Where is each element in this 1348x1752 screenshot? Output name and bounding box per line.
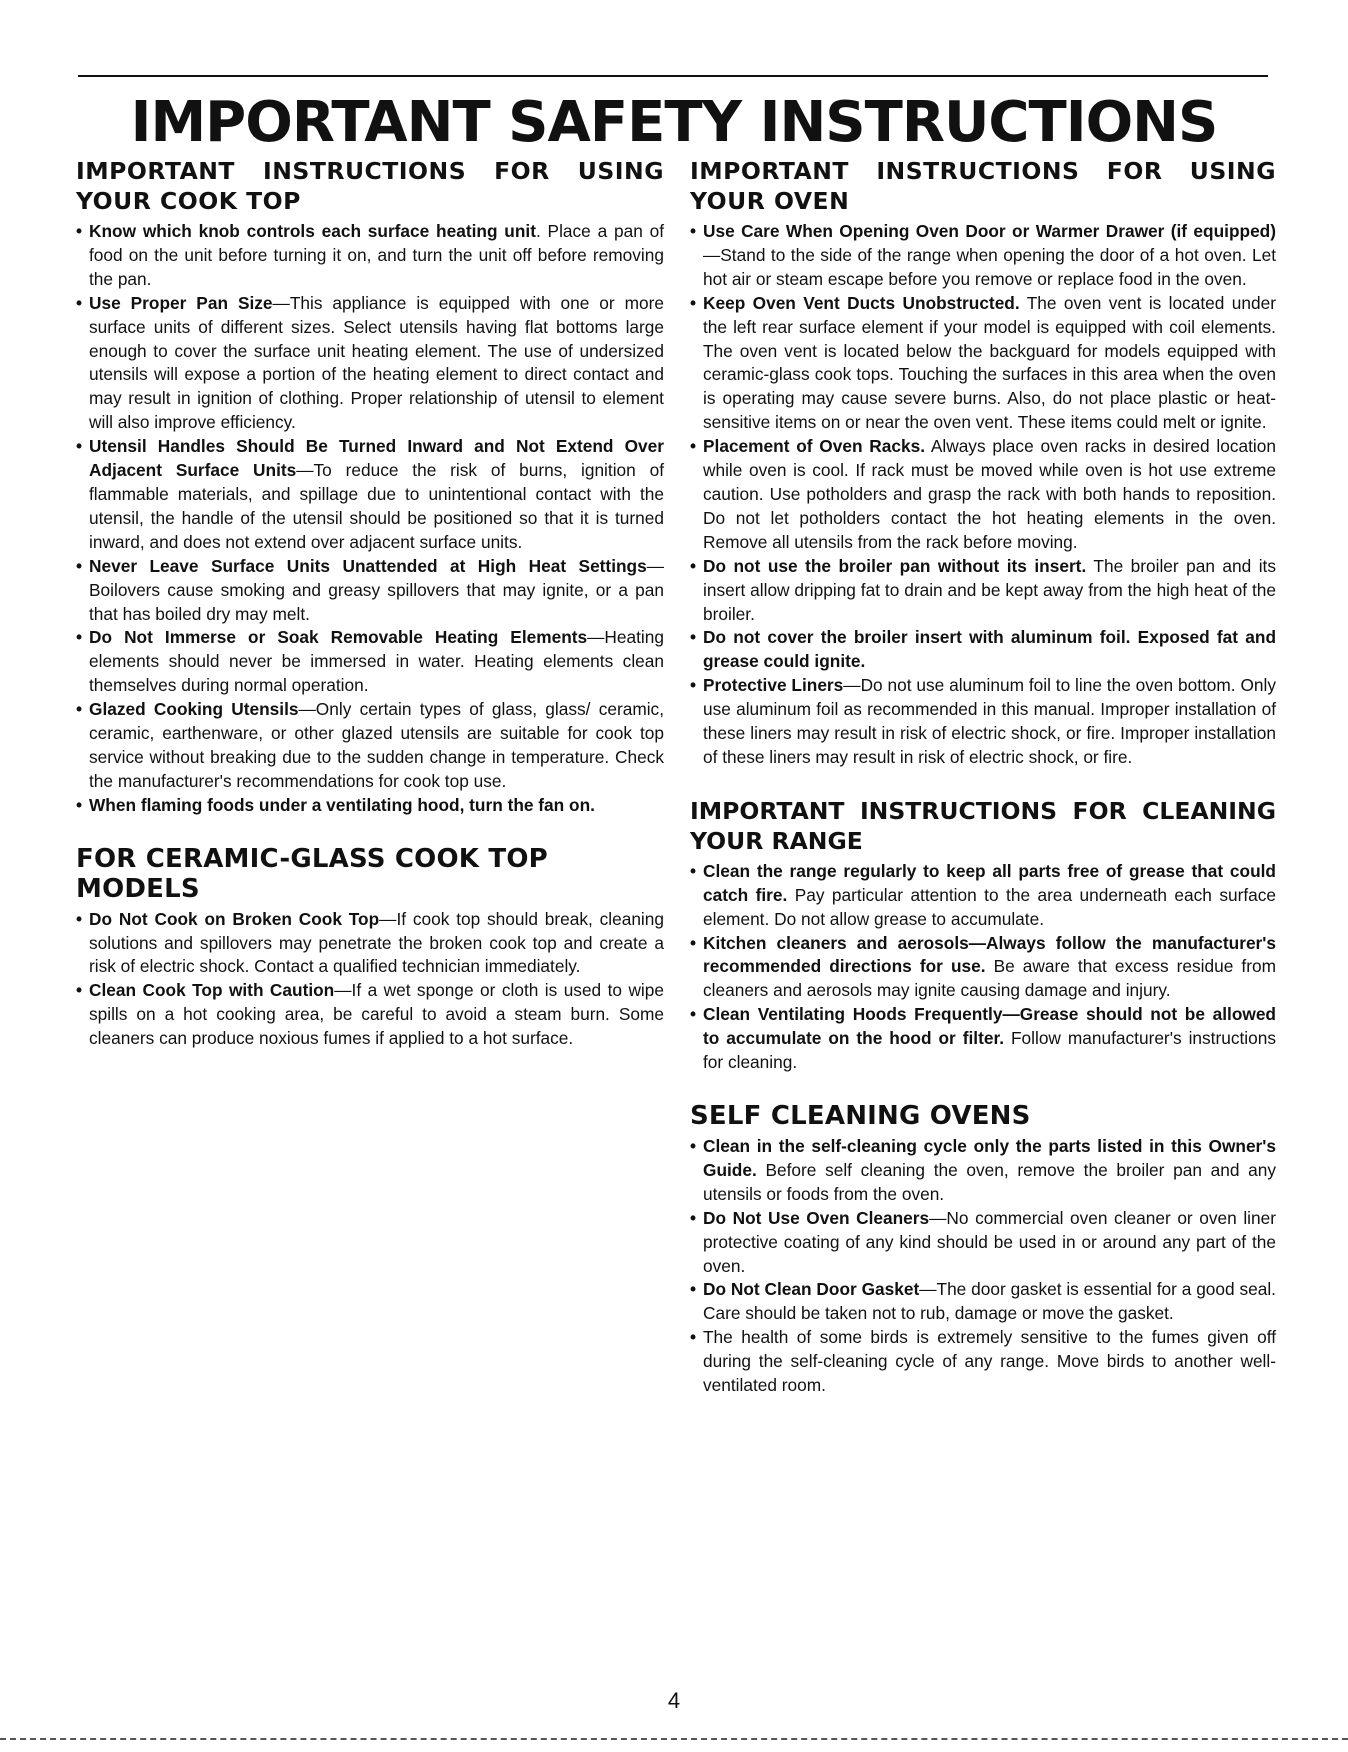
- item-body: —Stand to the side of the range when opening the door of a hot oven. Let hot air or steam escape before you remove or replace food in the oven.: [703, 244, 1276, 289]
- list-item: [690, 1135, 1276, 1207]
- list-item: [690, 1003, 1276, 1075]
- item-body: —If cook top should break, cleaning solutions and spillovers may penetrate the broken cook top and create a risk of electric shock. Contact a qualified technician immediately.: [89, 908, 664, 977]
- item-lead: Clean the range regularly to keep all parts free of grease that could catch fire.: [703, 860, 1276, 905]
- bottom-rule: [0, 1738, 1348, 1740]
- self-cleaning-list: [690, 1135, 1276, 1398]
- item-body: —Heating elements should never be immersed in water. Heating elements clean themselves during normal operation.: [89, 627, 664, 696]
- item-body: Pay particular attention to the area underneath each surface element. Do not allow grease to accumulate.: [703, 884, 1276, 929]
- item-body: —The door gasket is essential for a good seal. Care should be taken not to rub, damage or move the gasket.: [703, 1279, 1276, 1324]
- item-body: Follow manufacturer's instructions for cleaning.: [703, 1028, 1276, 1073]
- list-item: [76, 292, 664, 435]
- oven-list: [690, 220, 1276, 770]
- item-lead: Know which knob controls each surface heating unit: [89, 221, 536, 241]
- left-column: [76, 156, 664, 1051]
- cooktop-section-title: IMPORTANT INSTRUCTIONS FOR USING YOUR COOK TOP: [76, 157, 664, 215]
- list-item: [76, 794, 664, 818]
- list-item: [690, 1278, 1276, 1326]
- list-item: [690, 674, 1276, 770]
- list-item: [76, 435, 664, 555]
- ceramic-section-title-text: FOR CERAMIC-GLASS COOK TOP MODELS: [76, 843, 548, 904]
- list-item: [76, 979, 664, 1051]
- top-rule: [78, 75, 1268, 77]
- list-item: [690, 626, 1276, 674]
- ceramic-list: [76, 908, 664, 1051]
- list-item: [76, 908, 664, 980]
- item-body: The broiler pan and its insert allow dripping fat to drain and be kept away from the high heat of the broiler.: [703, 555, 1276, 624]
- list-item: [690, 1326, 1276, 1398]
- list-item: [690, 435, 1276, 555]
- item-lead: When flaming foods under a ventilating hood, turn the fan on.: [89, 794, 595, 815]
- cooktop-list: [76, 220, 664, 818]
- ceramic-section-title: [76, 844, 664, 904]
- item-lead: Clean Ventilating Hoods Frequently—Grease should not be allowed to accumulate on the hood or filter.: [703, 1004, 1276, 1049]
- list-item: [690, 932, 1276, 1004]
- item-lead: Glazed Cooking Utensils: [89, 699, 299, 720]
- item-body: The oven vent is located under the left rear surface element if your model is equipped with coil elements. The oven vent is located below the backguard for models equipped with ceramic-glass cook tops. Touching the surfaces in this area when the oven is operating may cause severe burns. Also, do not place plastic or heat-sensitive items on or near the oven vent. These items could melt or ignite.: [703, 292, 1276, 433]
- list-item: [76, 698, 664, 794]
- page-number: 4: [667, 1688, 681, 1713]
- item-body: —To reduce the risk of burns, ignition of flammable materials, and spillage due to unintentional contact with the utensil, the handle of the utensil should be positioned so that it is turned inward, and does not extend over adjacent surface units.: [89, 460, 665, 552]
- self-cleaning-section: [690, 1101, 1276, 1398]
- list-item: [690, 860, 1276, 932]
- list-item: [76, 555, 664, 627]
- item-body: —Only certain types of glass, glass/ ceramic, ceramic, earthenware, or other glazed utensils are suitable for cook top service without breaking due to the sudden change in temperature. Check the manufacturer's recommendations for cook top use.: [89, 699, 665, 791]
- cleaning-list: [690, 860, 1276, 1075]
- oven-section: [690, 156, 1276, 770]
- item-lead: Do Not Cook on Broken Cook Top: [89, 908, 380, 929]
- cooktop-section: [76, 156, 664, 818]
- item-lead: Use Proper Pan Size: [89, 292, 273, 313]
- item-lead: Clean Cook Top with Caution: [89, 980, 335, 1001]
- item-lead: Do not use the broiler pan without its insert.: [703, 555, 1087, 576]
- item-lead: Clean in the self-cleaning cycle only the parts listed in this Owner's Guide.: [703, 1136, 1276, 1180]
- item-lead: Protective Liners: [703, 675, 844, 696]
- item-lead: Do Not Use Oven Cleaners: [703, 1207, 930, 1228]
- self-cleaning-section-title-text: SELF CLEANING OVENS: [690, 1101, 1031, 1131]
- item-lead: Kitchen cleaners and aerosols—Always follow the manufacturer's recommended directions for use.: [703, 932, 1276, 977]
- item-body: Be aware that excess residue from cleaners and aerosols may ignite causing damage and injury.: [703, 956, 1276, 1001]
- item-body: . Place a pan of food on the unit before turning it on, and turn the unit off before removing the pan.: [89, 221, 665, 289]
- item-lead: Do Not Clean Door Gasket: [703, 1279, 920, 1300]
- list-item: [76, 626, 664, 698]
- item-body: —Boilovers cause smoking and greasy spillovers that may ignite, or a pan that has boiled dry may melt.: [89, 555, 664, 624]
- item-lead: Do not cover the broiler insert with aluminum foil. Exposed fat and grease could ignite.: [703, 627, 1276, 672]
- list-item: [690, 220, 1276, 292]
- item-body: Always place oven racks in desired location while oven is cool. If rack must be moved while oven is hot use extreme caution. Use potholders and grasp the rack with both hands to reposition. Do not let potholders contact the hot heating elements in the oven. Remove all utensils from the rack before moving.: [703, 436, 1276, 552]
- item-lead: Keep Oven Vent Ducts Unobstructed.: [703, 292, 1020, 313]
- list-item: [690, 292, 1276, 435]
- list-item: [690, 1207, 1276, 1279]
- item-body: The health of some birds is extremely sensitive to the fumes given off during the self-cleaning cycle of any range. Move birds to another well-ventilated room.: [703, 1327, 1276, 1396]
- item-body: Before self cleaning the oven, remove the broiler pan and any utensils or foods from the oven.: [703, 1159, 1276, 1204]
- item-lead: Use Care When Opening Oven Door or Warmer Drawer (if equipped): [703, 221, 1276, 241]
- page-title: IMPORTANT SAFETY INSTRUCTIONS: [130, 90, 1218, 155]
- item-lead: Placement of Oven Racks.: [703, 436, 926, 457]
- item-lead: Never Leave Surface Units Unattended at High Heat Settings: [89, 555, 647, 576]
- self-cleaning-section-title: [690, 1101, 1276, 1131]
- ceramic-section: [76, 844, 664, 1051]
- list-item: [690, 555, 1276, 627]
- item-body: —Do not use aluminum foil to line the oven bottom. Only use aluminum foil as recommended in this manual. Improper installation of these liners may result in risk of electric shock, or fire. Improper installation of these liners may result in risk of electric shock, or fire.: [703, 675, 1276, 767]
- cleaning-section-title: IMPORTANT INSTRUCTIONS FOR CLEANING YOUR RANGE: [690, 796, 1276, 855]
- cleaning-section: [690, 796, 1276, 1075]
- item-body: —If a wet sponge or cloth is used to wipe spills on a hot cooking area, be careful to avoid a steam burn. Some cleaners can produce noxious fumes if applied to a hot surface.: [89, 980, 664, 1049]
- right-column: [690, 156, 1276, 1398]
- oven-section-title: IMPORTANT INSTRUCTIONS FOR USING YOUR OVEN: [690, 157, 1276, 215]
- item-body: —This appliance is equipped with one or more surface units of different sizes. Select utensils having flat bottoms large enough to cover the surface unit heating element. The use of undersized utensils will expose a portion of the heating element to direct contact and may result in ignition of clothing. Proper relationship of utensil to element will also improve efficiency.: [89, 292, 664, 433]
- item-lead: Utensil Handles Should Be Turned Inward and Not Extend Over Adjacent Surface Units: [89, 436, 664, 481]
- list-item: [76, 220, 664, 292]
- item-body: —No commercial oven cleaner or oven liner protective coating of any kind should be used in or around any part of the oven.: [703, 1207, 1276, 1276]
- item-lead: Do Not Immerse or Soak Removable Heating Elements: [89, 627, 588, 648]
